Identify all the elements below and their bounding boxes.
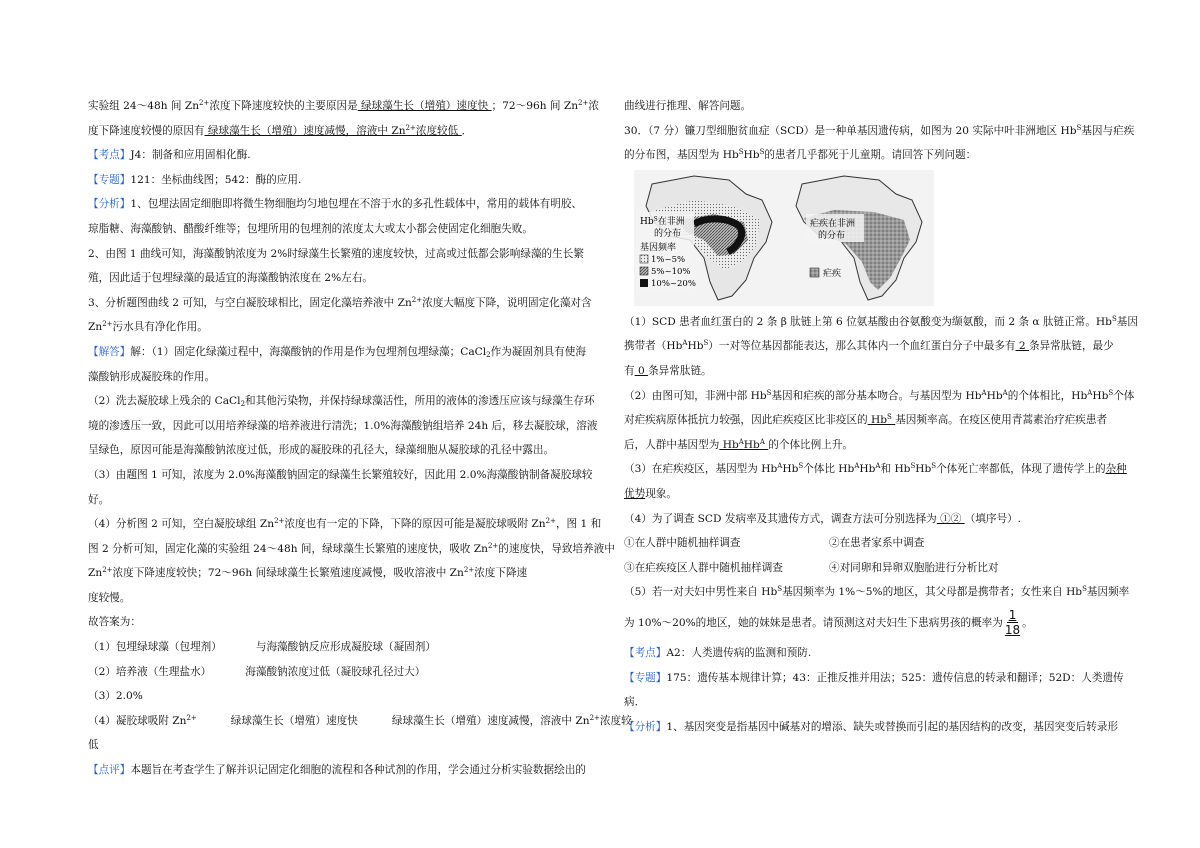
text-line: （4）为了调查 SCD 发病率及其遗传方式，调查方法可分别选择为 ①② （填序号）.	[624, 512, 1022, 525]
zhuanti-tag: 【专题】	[624, 671, 667, 684]
map1-title-line2: 的分布	[654, 228, 682, 239]
text-line: （4）分析图 2 可知，空白凝胶球组 $Zn^{2+}$浓度也有一定的下降，下降的原因可能是凝胶球吸附 $Zn^{2+}$，图 1 和	[88, 517, 602, 531]
text-line: 病．	[624, 696, 646, 709]
zhuanti-line: 【专题】175：遗传基本规律计算；43：正推反推并用法；525：遗传信息的转录和翻译；52D：人类遗传	[624, 671, 1124, 684]
dianping-tag: 【点评】	[88, 764, 131, 777]
legend-swatch-mid	[640, 267, 648, 275]
text-line: （2）洗去凝胶球上残余的 CaCl$_2$和其他污染物，并保持绿球藻活性，所用的液体的渗透压应该与绿藻生存环	[88, 395, 595, 409]
text-line: 藻酸钠形成凝胶珠的作用。	[88, 370, 216, 383]
legend-mid: 5%~10%	[651, 266, 691, 277]
africa-maps-svg	[634, 170, 934, 306]
text-line: 携带者$(Hb^AHb^S)$一对等位基因都能表达，那么其体内一个血红蛋白分子中最多有 2 条异常肽链，最少	[624, 339, 1114, 353]
map2-title-line1: 疟疾在非洲	[810, 218, 856, 229]
answer-blank: 杂种	[1105, 463, 1127, 476]
text-line: 呈绿色，原因可能是海藻酸钠浓度过低，形成的凝胶珠的孔径大，绿藻细胞从凝胶球的孔径中露出。	[88, 444, 555, 457]
text-line: 有 0 条异常肽链。	[624, 364, 712, 377]
zhuanti-tag: 【专题】	[88, 173, 131, 186]
answer-4: （4）凝胶球吸附 $Zn^{2+}$ 绿球藻生长（增殖）速度快 绿球藻生长（增殖）速度减慢，溶液中 $Zn^{2+}$浓度较	[88, 713, 632, 727]
legend-high: 10%~20%	[651, 278, 696, 289]
answer-blank: 2	[1015, 340, 1029, 353]
answer-blank: $Hb^S$	[867, 413, 892, 427]
text-line: $Zn^{2+}$浓度下降速度较快；72～96h 间绿球藻生长繁殖速度减慢，吸收溶液中 $Zn^{2+}$浓度下降速	[88, 566, 528, 580]
text-line: 对疟疾病原体抵抗力较强，因此疟疾疫区比非疫区的 $Hb^S$ 基因频率高。在疫区使用青蒿素治疗疟疾患者	[624, 413, 1108, 427]
jieda-line: 【解答】解：（1）固定化绿藻过程中，海藻酸钠的作用是作为包埋剂包埋绿藻；CaCl$_2$作为凝固剂具有使海	[88, 345, 586, 359]
text-line: （2）由图可知，非洲中部 $Hb^S$基因和疟疾的部分基本吻合。与基因型为 $Hb^AHb^A$的个体相比，$Hb^AHb^S$个体	[624, 388, 1135, 402]
dianping-line: 【点评】本题旨在考查学生了解并识记固定化细胞的流程和各种试剂的作用，学会通过分析实验数据绘出的	[88, 764, 586, 777]
text-line: 3、分析题图曲线 2 可知，与空白凝胶球相比，固定化藻培养液中 $Zn^{2+}$浓度大幅度下降，说明固定化藻对含	[88, 295, 592, 309]
africa-maps-figure	[624, 170, 1124, 306]
right-column	[624, 94, 1138, 739]
answer-blank: 绿球藻生长（增殖）速度快	[357, 100, 492, 112]
answer-blank: 绿球藻生长（增殖）速度减慢，溶液中 $Zn^{2+}$浓度较低	[204, 123, 462, 137]
option-1: ①在人群中随机抽样调查	[624, 537, 741, 550]
text-line: 琼脂糖、海藻酸钠、醋酸纤维等；包埋所用的包埋剂的浓度太大或太小都会使固定化细胞失败。	[88, 222, 533, 235]
text-line: 境的渗透压一致，因此可以用培养绿藻的培养液进行清洗；1.0%海藻酸钠组培养 24h 后，移去凝胶球，溶液	[88, 419, 598, 432]
question-30: 30．（7 分）镰刀型细胞贫血症（SCD）是一种单基因遗传病，如图为 20 实际中叶非洲地区 $Hb^S$基因与疟疾	[624, 123, 1135, 137]
options-row-2	[624, 556, 1124, 581]
text-line: 图 2 分析可知，固定化藻的实验组 24～48h 间，绿球藻生长繁殖的速度快，吸收 $Zn^{2+}$的速度快，导致培养液中	[88, 541, 615, 555]
fenxi-tag: 【分析】	[624, 720, 667, 733]
left-column	[88, 94, 632, 783]
legend-heading: 基因频率	[640, 242, 677, 253]
text-line: $Zn^{2+}$污水具有净化作用。	[88, 320, 208, 334]
options-row-1	[624, 531, 1124, 556]
text-line: 殖，因此适于包埋绿藻的最适宜的海藻酸钠浓度在 2%左右。	[88, 272, 374, 285]
fenxi-tag: 【分析】	[88, 198, 131, 211]
text-line: （3）在疟疾疫区，基因型为 $Hb^AHb^S$个体比 $Hb^AHb^A$和 $Hb^SHb^S$个体死亡率都低，体现了遗传学上的杂种	[624, 462, 1127, 476]
jieda-tag: 【解答】	[88, 345, 131, 358]
kaodian-line: 【考点】J4：制备和应用固相化酶.	[88, 149, 251, 162]
text-line: 度下降速度较慢的原因有 绿球藻生长（增殖）速度减慢，溶液中 $Zn^{2+}$浓度较低 ．	[88, 123, 473, 137]
text-line: 低	[88, 739, 99, 752]
legend-swatch-low	[640, 255, 648, 263]
answer-heading: 故答案为：	[88, 616, 141, 629]
fenxi-line: 【分析】1、包埋法固定细胞即将微生物细胞均匀地包埋在不溶于水的多孔性载体中，常用的载体有明胶、	[88, 198, 583, 211]
legend-low: 1%~5%	[651, 254, 686, 265]
answer-blank: ①②	[936, 512, 965, 525]
kaodian-line: 【考点】A2：人类遗传病的监测和预防.	[624, 646, 812, 659]
map2-legend: 疟疾	[823, 268, 842, 279]
text-line: 好。	[88, 493, 110, 506]
text-line: （1）SCD 患者血红蛋白的 2 条 β 肽链上第 6 位氨基酸由谷氨酸变为缬氨酸，而 2 条 α 肽链正常。$Hb^S$基因	[624, 314, 1138, 328]
answer-blank: 优势	[624, 487, 646, 500]
text-line: （5）若一对夫妇中男性来自 $Hb^S$基因频率为 1%～5%的地区，其父母都是携带者；女性来自 $Hb^S$基因频率	[624, 585, 1130, 599]
kaodian-tag: 【考点】	[624, 646, 667, 659]
answer-1: （1）包埋绿球藻（包埋剂） 与海藻酸钠反应形成凝胶球（凝固剂）	[88, 641, 436, 654]
kaodian-tag: 【考点】	[88, 149, 131, 162]
option-4: ④对同卵和异卵双胞胎进行分析比对	[829, 561, 999, 574]
answer-2: （2）培养液（生理盐水） 海藻酸钠浓度过低（凝胶球孔径过大）	[88, 665, 426, 678]
text-line: 实验组 24～48h 间 $Zn^{2+}$浓度下降速度较快的主要原因是 绿球藻生长（增殖）速度快 ；72～96h 间 $Zn^{2+}$浓	[88, 99, 599, 112]
text-line: （3）由题图 1 可知，浓度为 2.0%海藻酸钠固定的绿藻生长繁殖较好，因此用 2.0%海藻酸钠制备凝胶球较	[88, 468, 593, 481]
text-line: 后，人群中基因型为 $Hb^AHb^A$ 的个体比例上升。	[624, 437, 854, 451]
map2-legend-swatch	[810, 268, 819, 277]
option-3: ③在疟疾疫区人群中随机抽样调查	[624, 561, 783, 574]
legend-swatch-high	[640, 279, 648, 287]
zhuanti-line: 【专题】121：坐标曲线图；542：酶的应用.	[88, 173, 302, 186]
option-2: ②在患者家系中调查	[829, 537, 925, 550]
fenxi-line: 【分析】1、基因突变是指基因中碱基对的增添、缺失或替换而引起的基因结构的改变，基因突变后转录形	[624, 720, 1119, 733]
probability-fraction: $\frac{1}{18}$	[1004, 608, 1021, 638]
text-line: 2、由图 1 曲线可知，海藻酸钠浓度为 2%时绿藻生长繁殖的速度较快，过高或过低都会影响绿藻的生长繁	[88, 247, 584, 260]
text-line: 度较慢。	[88, 591, 131, 604]
map2-title-line2: 的分布	[818, 230, 846, 241]
text-line: 曲线进行推理、解答问题。	[624, 100, 752, 112]
text-line: 为 10%～20%的地区，她的妹妹是患者。请预测这对夫妇生下患病男孩的概率为 $\frac{1}{18}$ 。	[624, 608, 1033, 638]
map1-title-line1: $Hb^S$在非洲	[640, 215, 685, 227]
answer-blank: 0	[634, 364, 649, 377]
answer-blank: $Hb^AHb^A$	[719, 437, 765, 451]
text-line: 的分布图，基因型为 $Hb^SHb^S$的患者几乎都死于儿童期。请回答下列问题：	[624, 148, 977, 162]
text-line: 优势现象。	[624, 487, 677, 500]
answer-3: （3）2.0%	[88, 690, 143, 703]
